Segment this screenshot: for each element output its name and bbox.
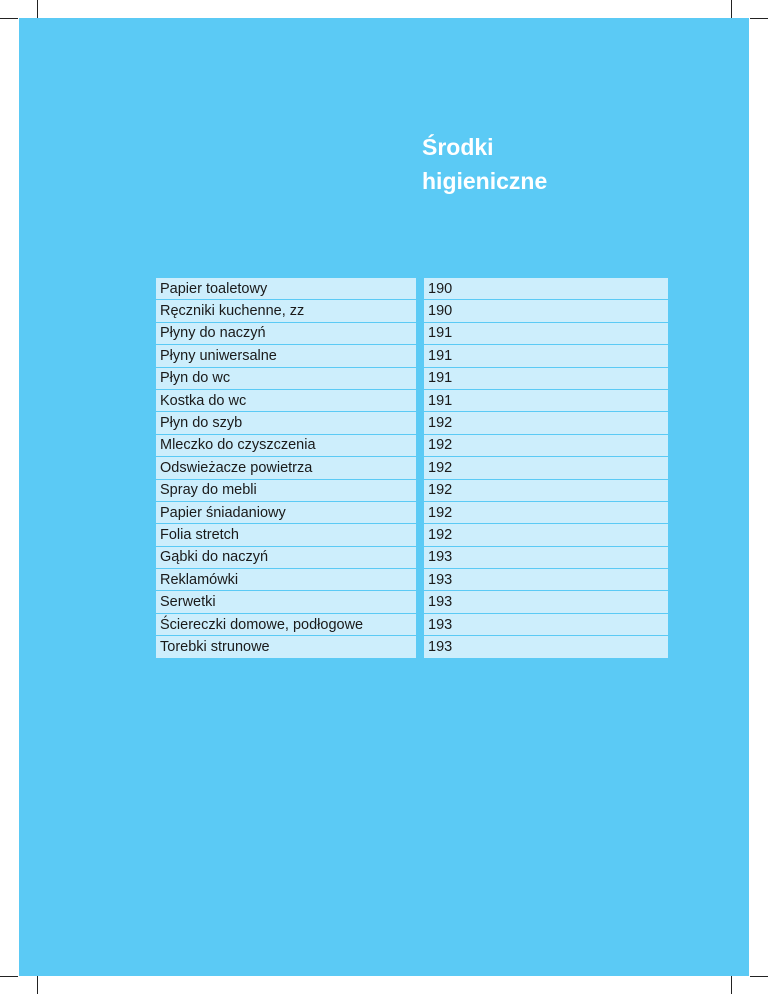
crop-mark xyxy=(0,976,18,977)
toc-item-name: Reklamówki xyxy=(156,569,421,591)
toc-item-name: Kostka do wc xyxy=(156,389,421,411)
toc-item-page: 191 xyxy=(420,367,669,389)
table-row xyxy=(156,300,669,322)
toc-item-page: 193 xyxy=(420,591,669,613)
toc-item-page: 191 xyxy=(420,345,669,367)
toc-item-name: Papier śniadaniowy xyxy=(156,501,421,523)
table-row xyxy=(156,412,669,434)
crop-mark xyxy=(37,0,38,18)
toc-item-page: 192 xyxy=(420,479,669,501)
section-title-line1: Środki xyxy=(422,134,494,160)
toc-item-page: 190 xyxy=(420,300,669,322)
table-row xyxy=(156,591,669,613)
toc-item-page: 192 xyxy=(420,501,669,523)
table-row xyxy=(156,457,669,479)
table-row xyxy=(156,636,669,658)
toc-item-page: 191 xyxy=(420,389,669,411)
crop-mark xyxy=(0,18,18,19)
section-title-line2: higieniczne xyxy=(422,168,548,194)
section-title xyxy=(422,130,547,198)
table-row xyxy=(156,479,669,501)
table-row xyxy=(156,569,669,591)
toc-item-page: 192 xyxy=(420,412,669,434)
toc-item-name: Torebki strunowe xyxy=(156,636,421,658)
table-row xyxy=(156,613,669,635)
table-row xyxy=(156,524,669,546)
table-row xyxy=(156,501,669,523)
toc-item-name: Płyn do wc xyxy=(156,367,421,389)
table-row xyxy=(156,434,669,456)
table-row xyxy=(156,322,669,344)
toc-item-page: 192 xyxy=(420,434,669,456)
table-row xyxy=(156,546,669,568)
toc-item-page: 193 xyxy=(420,569,669,591)
toc-item-name: Płyny uniwersalne xyxy=(156,345,421,367)
toc-item-name: Ściereczki domowe, podłogowe xyxy=(156,613,421,635)
toc-item-page: 192 xyxy=(420,524,669,546)
toc-item-name: Płyny do naczyń xyxy=(156,322,421,344)
crop-mark xyxy=(750,976,768,977)
toc-item-page: 191 xyxy=(420,322,669,344)
toc-item-page: 190 xyxy=(420,278,669,300)
toc-item-page: 193 xyxy=(420,546,669,568)
toc-item-name: Gąbki do naczyń xyxy=(156,546,421,568)
crop-mark xyxy=(750,18,768,19)
crop-mark xyxy=(731,976,732,994)
toc-item-name: Mleczko do czyszczenia xyxy=(156,434,421,456)
table-of-contents xyxy=(155,277,669,659)
toc-item-page: 192 xyxy=(420,457,669,479)
toc-item-page: 193 xyxy=(420,613,669,635)
toc-item-name: Odswieżacze powietrza xyxy=(156,457,421,479)
toc-item-name: Serwetki xyxy=(156,591,421,613)
toc-item-name: Papier toaletowy xyxy=(156,278,421,300)
table-row xyxy=(156,278,669,300)
toc-item-name: Folia stretch xyxy=(156,524,421,546)
table-row xyxy=(156,345,669,367)
crop-mark xyxy=(37,976,38,994)
toc-item-name: Płyn do szyb xyxy=(156,412,421,434)
toc-item-page: 193 xyxy=(420,636,669,658)
toc-item-name: Ręczniki kuchenne, zz xyxy=(156,300,421,322)
toc-item-name: Spray do mebli xyxy=(156,479,421,501)
crop-mark xyxy=(731,0,732,18)
table-row xyxy=(156,367,669,389)
table-row xyxy=(156,389,669,411)
